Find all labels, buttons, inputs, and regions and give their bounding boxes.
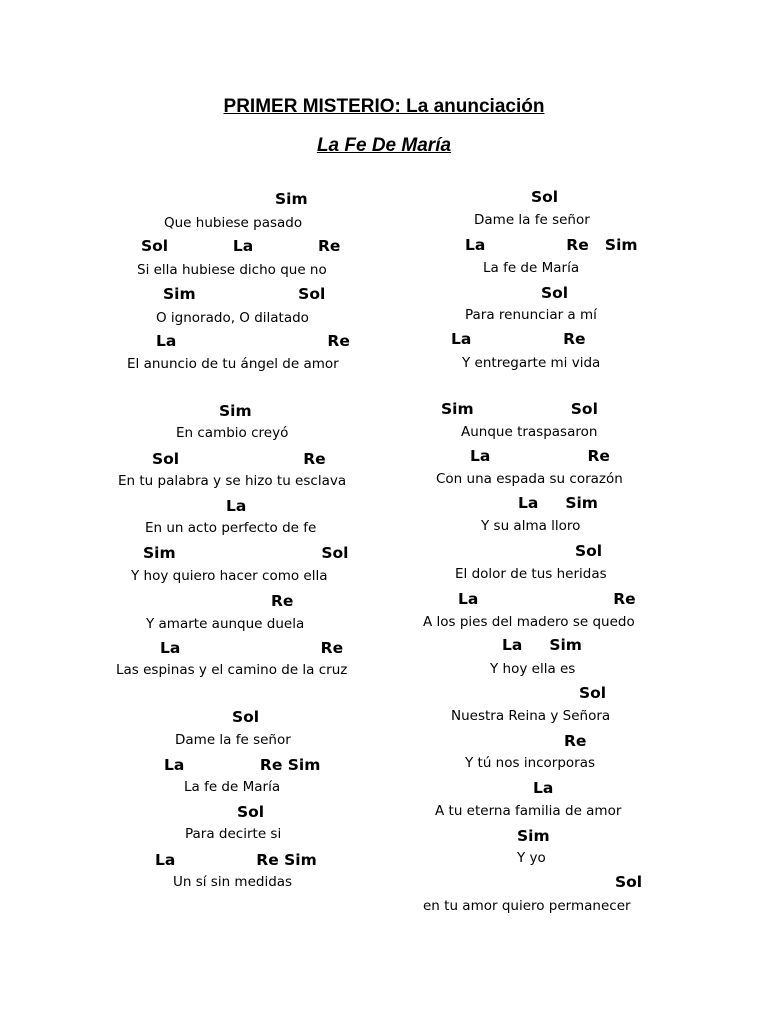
chord-line: La Sim	[518, 494, 598, 512]
lyric-line: Las espinas y el camino de la cruz	[116, 662, 348, 678]
lyric-line: en tu amor quiero permanecer	[423, 898, 631, 914]
chord-line: Sol	[531, 188, 559, 206]
lyric-line: La fe de María	[184, 779, 281, 795]
song-title: La Fe De María	[316, 135, 452, 156]
chord-line: Sol Re	[152, 450, 326, 468]
chord-line: La Re Sim	[465, 236, 638, 254]
lyric-line: La fe de María	[483, 260, 580, 276]
chord-line: Sol	[232, 708, 260, 726]
lyric-line: El dolor de tus heridas	[455, 566, 607, 582]
chord-line: Sol	[579, 684, 607, 702]
lyric-line: En un acto perfecto de fe	[145, 520, 317, 536]
lyric-line: Dame la fe señor	[175, 732, 291, 748]
lyric-line: A los pies del madero se quedo	[423, 614, 635, 630]
lyric-line: En tu palabra y se hizo tu esclava	[118, 473, 347, 489]
lyric-line: Nuestra Reina y Señora	[451, 708, 611, 724]
lyric-line: Y yo	[517, 850, 546, 866]
lyric-line: Y su alma lloro	[481, 518, 581, 534]
chord-line: La Re	[451, 330, 586, 348]
chord-line: Sim Sol	[441, 400, 598, 418]
lyric-line: Y hoy ella es	[490, 661, 576, 677]
chord-line: Sim	[219, 402, 252, 420]
chord-line: La	[533, 779, 554, 797]
lyric-line: Para decirte si	[185, 826, 282, 842]
lyric-line: Que hubiese pasado	[164, 215, 303, 231]
chord-line: La Sim	[502, 636, 582, 654]
chord-line: Re	[271, 592, 294, 610]
page-title: PRIMER MISTERIO: La anunciación	[223, 96, 545, 117]
lyric-line: El anuncio de tu ángel de amor	[127, 356, 339, 372]
lyric-line: Y amarte aunque duela	[146, 616, 305, 632]
lyric-line: Si ella hubiese dicho que no	[137, 262, 327, 278]
left-column	[90, 0, 400, 1024]
chord-line: Sim	[275, 190, 308, 208]
chord-line: Sim	[517, 827, 550, 845]
lyric-line: En cambio creyó	[176, 425, 289, 441]
chord-line: La Re	[160, 639, 344, 657]
chord-line: La Re Sim	[155, 851, 317, 869]
lyric-line: Para renunciar a mí	[465, 307, 597, 323]
lyric-line: O ignorado, O dilatado	[156, 310, 309, 326]
chord-line: Sol La Re	[141, 237, 341, 255]
lyric-line: A tu eterna familia de amor	[435, 803, 622, 819]
lyric-line: Aunque traspasaron	[461, 424, 598, 440]
lyric-line: Un sí sin medidas	[173, 874, 293, 890]
chord-line: La	[226, 497, 247, 515]
chord-line: La Re	[156, 332, 350, 350]
chord-line: Sol	[615, 873, 643, 891]
chord-line: La Re Sim	[164, 756, 321, 774]
lyric-line: Y hoy quiero hacer como ella	[131, 568, 328, 584]
lyric-line: Dame la fe señor	[474, 212, 590, 228]
chord-line: Re	[564, 732, 587, 750]
chord-line: Sim Sol	[163, 285, 326, 303]
chord-line: Sol	[237, 803, 265, 821]
chord-line: La Re	[470, 447, 610, 465]
lyric-line: Con una espada su corazón	[436, 471, 623, 487]
chord-line: Sol	[575, 542, 603, 560]
chord-line: Sim Sol	[143, 544, 349, 562]
lyric-line: Y tú nos incorporas	[465, 755, 596, 771]
right-column	[385, 0, 695, 1024]
chord-line: Sol	[541, 284, 569, 302]
lyric-line: Y entregarte mi vida	[462, 355, 601, 371]
chord-line: La Re	[458, 590, 636, 608]
